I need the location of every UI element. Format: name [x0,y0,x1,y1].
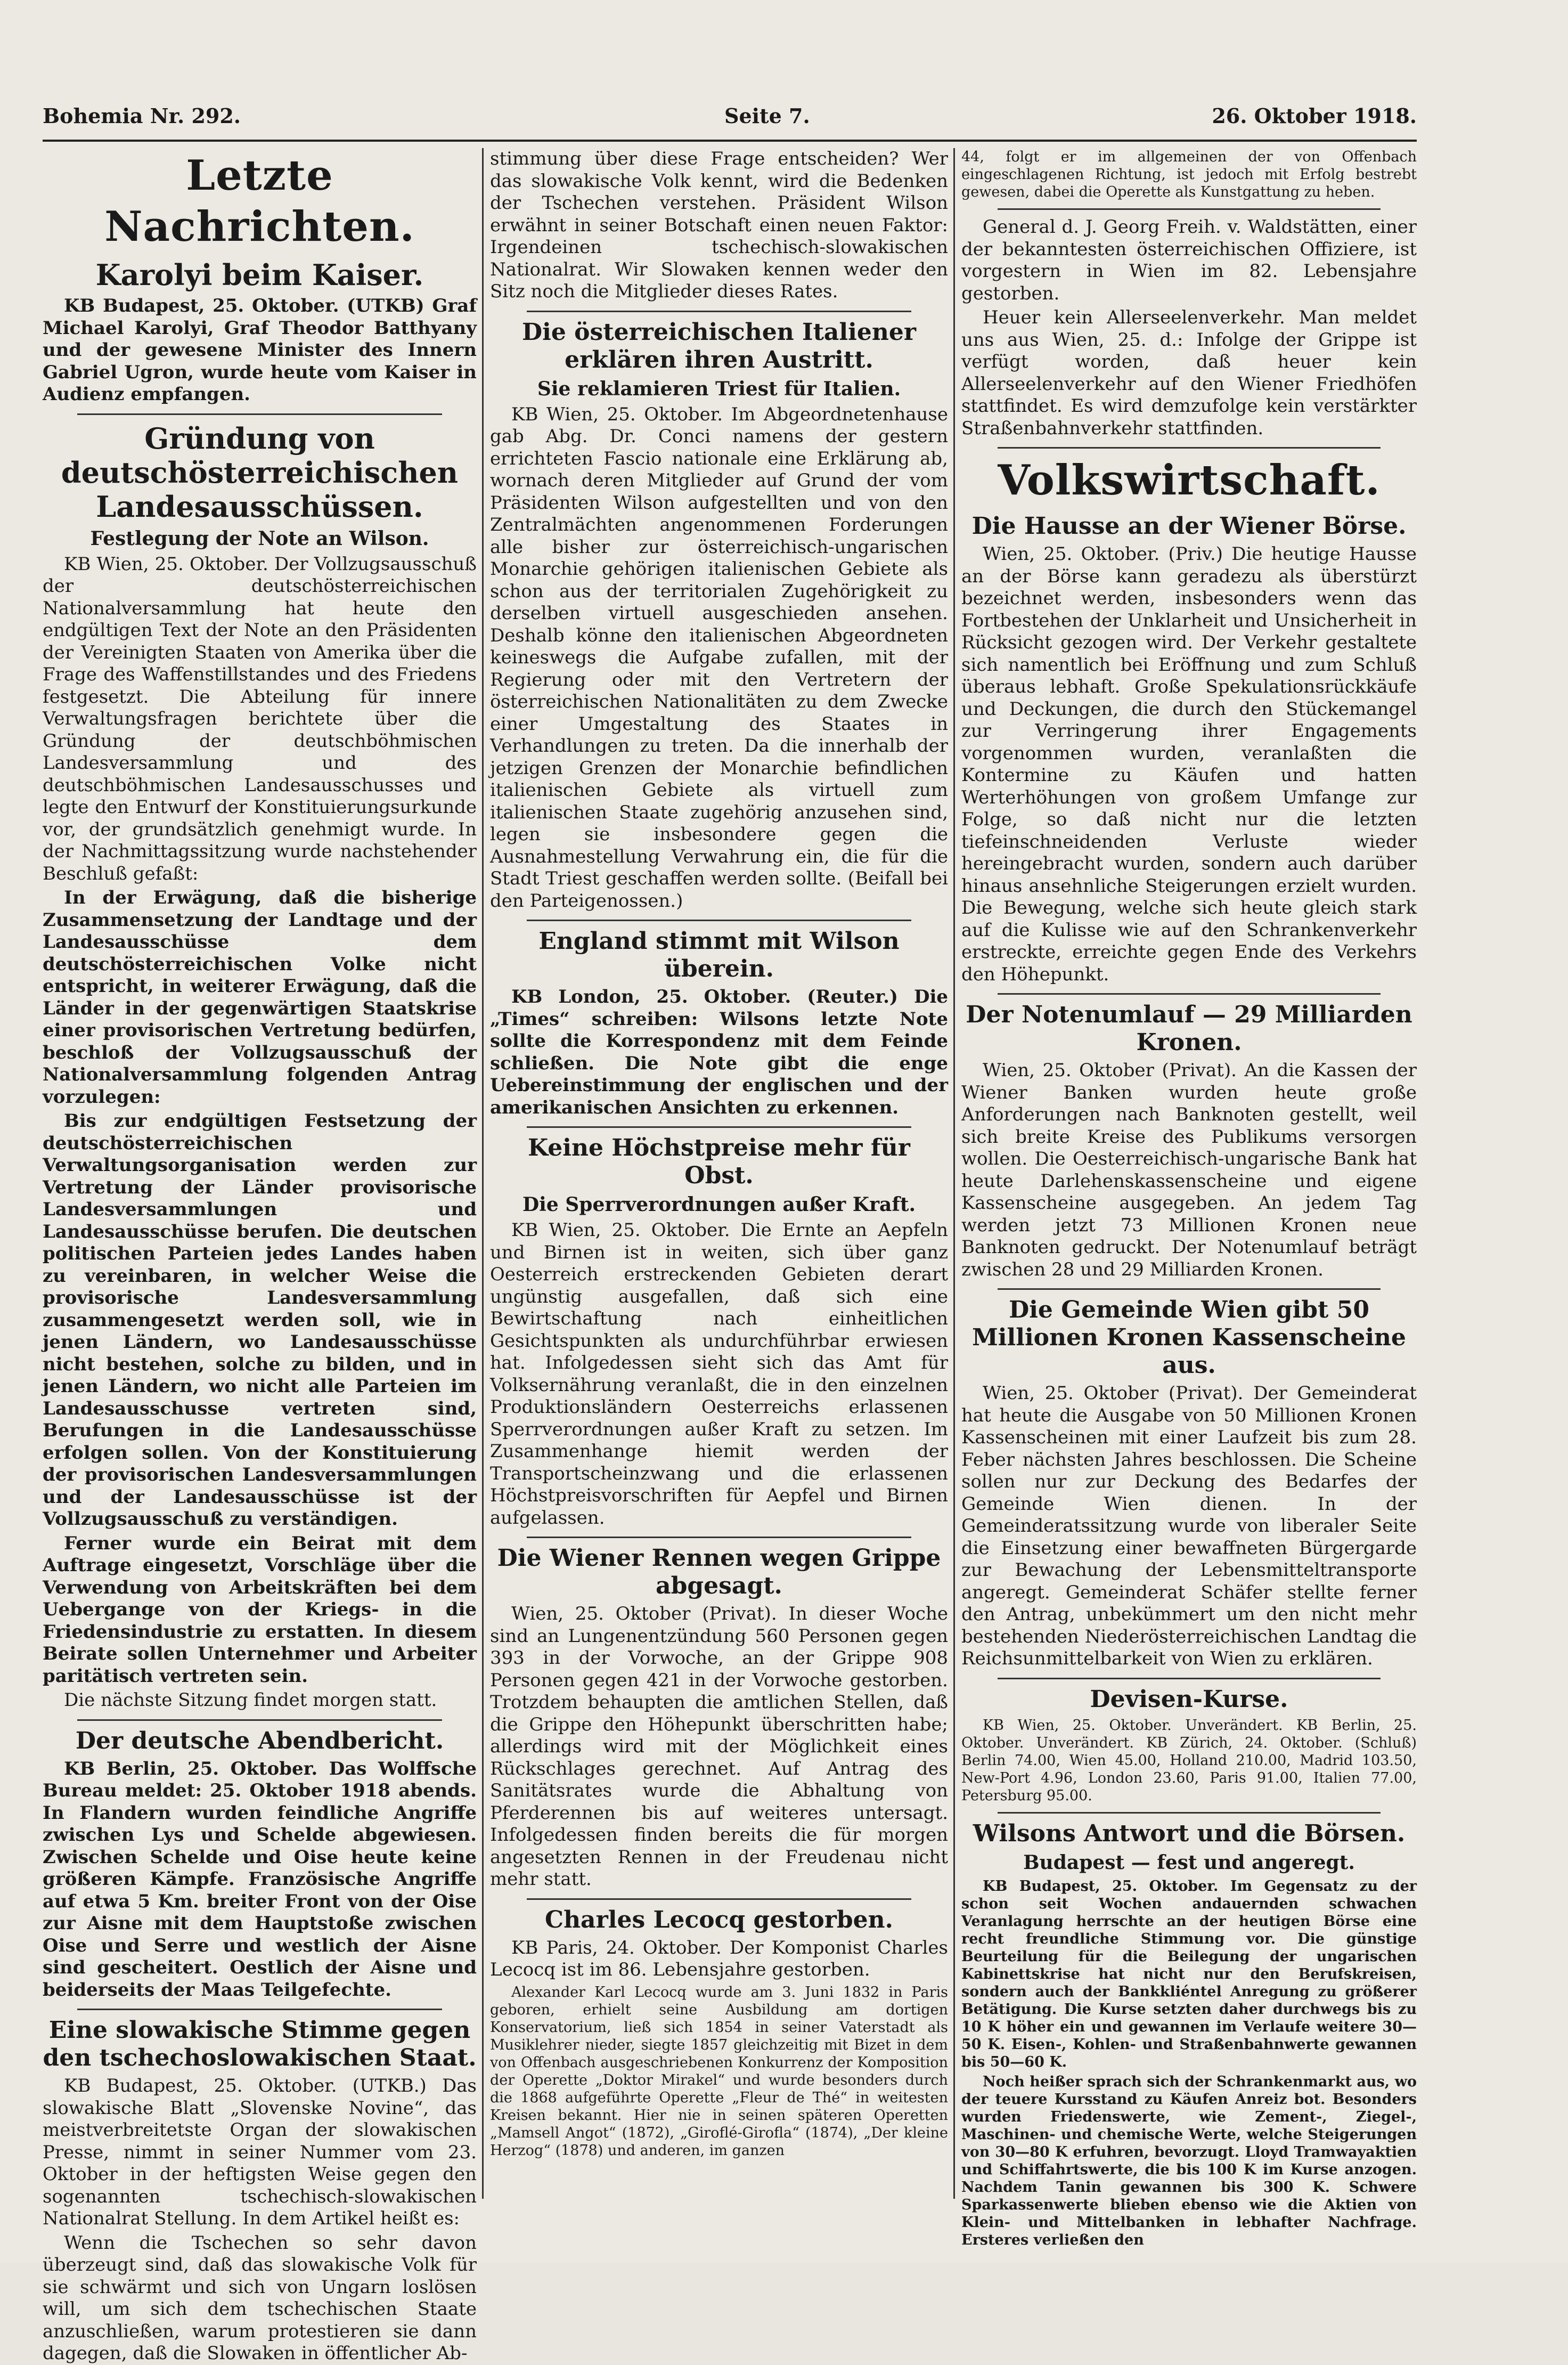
header-rule [43,140,1417,142]
article-divider [77,1719,442,1721]
article-body: KB Wien, 25. Oktober. Im Abgeordnetenhause gab Abg. Dr. Conci namens der gestern errichteten Fascio nationale eine Erklärung ab, wornach deren Mitglieder auf Grund der vom Präsidenten Wilson aufgestellten und von den Zentralmächten angenommenen Forderungen alle bisher zur österreichisch-ungarischen Monarchie gehörigen italienischen Gebiete als schon aus der territorialen Zugehörigkeit zu derselben virtuell ausgeschieden ansehen. Deshalb könne den italienischen Abgeordneten keineswegs die Aufgabe zufallen, mit der Regierung oder mit den Vertretern der österreichischen Nationalitäten zu dem Zwecke einer Umgestaltung des Staates in Verhandlungen zu treten. Da die innerhalb der jetzigen Grenzen der Monarchie befindlichen italienischen Gebiete als virtuell zum italienischen Staate zugehörig anzusehen sind, legen sie insbesondere gegen die Ausnahmestellung Verwahrung ein, die für die Stadt Triest geschaffen werden sollte. (Beifall bei den Parteigenossen.) [490,403,948,912]
article-divider [527,1537,911,1538]
article-divider [998,993,1380,995]
article-body: Heuer kein Allerseelenverkehr. Man meldet uns aus Wien, 25. d.: Infolge der Grippe ist verfügt worden, daß heuer kein Allerseelenverkehr auf den Wiener Friedhöfen stattfindet. Es wird demzufolge kein verstärkter Straßenbahnverkehr stattfinden. [961,307,1417,439]
article-headline: England stimmt mit Wilson überein. [538,928,900,982]
article-body: General d. J. Georg Freih. v. Waldstätten, einer der bekanntesten österreichischen Offiziere, ist vorgestern in Wien im 82. Lebensjahre gestorben. [961,216,1417,304]
article-headline: Devisen-Kurse. [1090,1685,1288,1713]
article-continuation: 44, folgt er im allgemeinen der von Offenbach eingeschlagenen Richtung, ist jedoch mit Erfolg bestrebt gewesen, dabei die Operette als Kunstgattung zu heben. [961,149,1417,200]
article-paragraph: Bis zur endgültigen Festsetzung der deutschösterreichischen Verwaltungsorganisation werden zur Vertretung der Länder provisorische Landesversammlungen und Landesausschüsse berufen. Die deutschen politischen Parteien jedes Landes haben zu vereinbaren, in welcher Weise die provisorische Landesversammlung zusammengesetzt werden soll, wie in jenen Ländern, wo Landesausschüsse nicht bestehen, solche zu bilden, und in jenen Ländern, wo nicht alle Parteien im Landesausschusse vertreten sind, Berufungen in die Landesausschüsse erfolgen sollen. Von der Konstituierung der provisorischen Landesversammlungen und der Landesausschüsse ist der Vollzugsausschuß zu verständigen. [43,1110,477,1530]
exchange-rates: KB Wien, 25. Oktober. Unverändert. KB Berlin, 25. Oktober. Unverändert. KB Zürich, 24. Oktober. (Schluß) Berlin 74.00, Wien 45.00, Holland 210.00, Madrid 103.50, New-Port 4.96, London 23.60, Paris 91.00, Italien 77.00, Petersburg 95.00. [961,1717,1417,1804]
article-headline: Keine Höchstpreise mehr für Obst. [528,1134,910,1189]
column-1 [43,148,477,2364]
article-subheadline: Festlegung der Note an Wilson. [90,527,429,550]
article-paragraph: Die nächste Sitzung findet morgen statt. [64,1689,437,1711]
article-body: KB Berlin, 25. Oktober. Das Wolffsche Bureau meldet: 25. Oktober 1918 abends. In Flandern wurden feindliche Angriffe zwischen Lys und Schelde abgewiesen. Zwischen Schelde und Oise heute keine größeren Kämpfe. Französische Angriffe auf etwa 5 Km. breiter Front von der Oise zur Aisne mit dem Hauptstoße zwischen Oise und Serre und westlich der Aisne sind gescheitert. Oestlich der Aisne und beiderseits der Maas Teilgefechte. [43,1758,477,2001]
article-divider [527,311,911,312]
article-body: Wien, 25. Oktober (Privat). In dieser Woche sind an Lungenentzündung 560 Personen gegen 393 in der Vorwoche, an der Grippe 908 Personen gegen 421 in der Vorwoche gestorben. Trotzdem behaupten die amtlichen Stellen, daß die Grippe den Höhepunkt überschritten habe; allerdings wird mit der Möglichkeit eines Rückschlages gerechnet. Auf Antrag des Sanitätsrates wurde die Abhaltung von Pferderennen bis auf weiteres untersagt. Infolgedessen finden bereits die für morgen angesetzten Rennen in der Freudenau nicht mehr statt. [490,1603,948,1890]
article-paragraph: In der Erwägung, daß die bisherige Zusammensetzung der Landtage und der Landesausschüsse dem deutschösterreichischen Volke nicht entspricht, in weiterer Erwägung, daß die Länder in der gegenwärtigen Staatskrise einer provisorischen Vertretung bedürfen, beschloß der Vollzugsausschuß der Nationalversammlung folgenden Antrag vorzulegen: [43,887,477,1108]
section-title-economy: Volkswirtschaft. [998,456,1381,505]
article-body: Wien, 25. Oktober. (Priv.) Die heutige Hausse an der Börse kann geradezu als überstürzt bezeichnet werden, insbesonders wenn das Fortbestehen der Unklarheit und Unsicherheit in Rücksicht gezogen wird. Der Verkehr gestaltete sich namentlich bei Eröffnung und zum Schluß überaus lebhaft. Große Spekulationsrückkäufe und Deckungen, die durch den Stückemangel zur Verringerung ihrer Engagements vorgenommen wurden, veranlaßten die Kontermine zu Käufen und hatten Werterhöhungen von großem Umfange zur Folge, so daß nicht nur die letzten tiefeinschneidenden Verluste wieder hereingebracht wurden, sondern auch darüber hinaus ansehnliche Steigerungen erzielt wurden. Die Bewegung, welche sich heute gleich stark auf die Kulisse wie auf den Schrankenverkehr erstreckte, erreichte gegen Ende des Verkehrs den Höhepunkt. [961,543,1417,985]
article-footnote: Alexander Karl Lecocq wurde am 3. Juni 1832 in Paris geboren, erhielt seine Ausbildung am dortigen Konservatorium, ließ sich 1854 in seiner Vaterstadt als Musiklehrer nieder, siegte 1857 gleichzeitig mit Bizet in dem von Offenbach ausgeschriebenen Konkurrenz der Komposition der Operette „Doktor Mirakel“ und wurde besonders durch die 1868 aufgeführte Operette „Fleur de Thé“ in weitesten Kreisen bekannt. Hier nie in seinen späteren Operetten „Mamsell Angot“ (1872), „Giroflé-Girofla“ (1874), „Der kleine Herzog“ (1878) und anderen, im ganzen [490,1984,948,2159]
article-subheadline: Die Sperrverordnungen außer Kraft. [522,1193,916,1216]
article-headline: Karolyi beim Kaiser. [95,258,424,292]
article-divider [77,2009,442,2010]
header-page-number: Seite 7. [724,104,810,128]
article-divider [527,920,911,921]
section-title-latest-news: Letzte Nachrichten. [104,151,415,251]
article-headline: Die Hausse an der Wiener Börse. [971,513,1407,540]
article-paragraph: Ferner wurde ein Beirat mit dem Auftrage eingesetzt, Vorschläge über die Verwendung von Arbeitskräften bei dem Uebergange von der Kriegs- in die Friedensindustrie zu erstatten. In diesem Beirate sollen Unternehmer und Arbeiter paritätisch vertreten sein. [43,1532,477,1687]
column-3 [961,148,1417,2248]
article-paragraph: Noch heißer sprach sich der Schrankenmarkt aus, wo der teuere Kursstand zu Käufen Anreiz bot. Besonders wurden Friedenswerte, wie Zement-, Ziegel-, Maschinen- und chemische Werte, welche Steigerungen von 30—80 K erfuhren, bevorzugt. Lloyd Tramwayaktien und Schiffahrtswerte, die bis 100 K im Kurse anzogen. Nachdem Tanin gewannen bis 300 K. Schwere Sparkassenwerte blieben ebenso wie die Aktien von Klein- und Mittelbanken in lebhafter Nachfrage. Ersteres verließen den [961,2073,1417,2248]
article-paragraph: KB Budapest, 25. Oktober. (UTKB.) Das slowakische Blatt „Slovenske Novine“, das meistverbreitetste Organ der slowakischen Presse, nimmt in seiner Nummer vom 23. Oktober in der heftigsten Weise gegen den sogenannten tschechisch-slowakischen Nationalrat Stellung. In dem Artikel heißt es: [43,2075,477,2229]
column-divider [482,148,484,2199]
article-divider [998,1812,1380,1814]
article-subheadline: Sie reklamieren Triest für Italien. [537,377,901,400]
column-divider [953,148,955,2199]
article-paragraph: KB Budapest, 25. Oktober. Im Gegensatz zu der schon seit Wochen andauernden schwachen Veranlagung herrschte an der heutigen Börse eine recht freundliche Stimmung vor. Die günstige Beurteilung für die Beilegung der ungarischen Kabinettskrise hat nicht nur den Berufskreisen, sondern auch der Bankkliéntel Anregung zu größerer Betätigung. Die Kurse setzten daher durchwegs bis zu 10 K höher ein und gewannen im Verlaufe weitere 30—50 K. Eisen-, Kohlen- und Straßenbahnwerte gewannen bis 50—60 K. [961,1878,1417,2070]
article-body: KB London, 25. Oktober. (Reuter.) Die „Times“ schreiben: Wilsons letzte Note sollte die Korrespondenz mit dem Feinde schließen. Die Note gibt die enge Uebereinstimmung der englischen und der amerikanischen Ansichten zu erkennen. [490,986,948,1118]
article-body: KB Budapest, 25. Oktober. (UTKB) Graf Michael Karolyi, Graf Theodor Batthyany und der gewesene Minister des Innern Gabriel Ugron, wurde heute vom Kaiser in Audienz empfangen. [43,295,477,405]
article-headline: Der deutsche Abendbericht. [75,1727,444,1754]
article-body: KB Wien, 25. Oktober. Die Ernte an Aepfeln und Birnen ist in weiten, sich über ganz Oesterreich erstreckenden Gebieten derart ungünstig ausgefallen, daß sich eine Bewirtschaftung nach einheitlichen Gesichtspunkten als undurchführbar erwiesen hat. Infolgedessen sieht sich das Amt für Volksernährung veranlaßt, die in den einzelnen Produktionsländern Oesterreichs erlassenen Sperrverordnungen außer Kraft zu setzen. Im Zusammenhange hiemit werden der Transportscheinzwang und die erlassenen Höchstpreisvorschriften für Aepfel und Birnen aufgelassen. [490,1220,948,1529]
article-divider [77,413,442,415]
article-body: Wien, 25. Oktober (Privat). Der Gemeinderat hat heute die Ausgabe von 50 Millionen Kronen Kassenscheinen mit einer Laufzeit bis zum 28. Feber nächsten Jahres beschlossen. Die Scheine sollen nur zur Deckung des Bedarfes der Gemeinde Wien dienen. In der Gemeinderatssitzung wurde von liberaler Seite die Einsetzung einer bewaffneten Bürgergarde zur Bewachung der Lebensmitteltransporte angeregt. Gemeinderat Schäfer stellte ferner den Antrag, unbekümmert um den nicht mehr bestehenden Niederösterreichischen Landtag die Reichsunmittelbarkeit von Wien zu erklären. [961,1383,1417,1669]
article-divider [527,1126,911,1128]
page-header [43,104,1417,136]
article-divider [998,1288,1380,1290]
article-paragraph: KB Wien, 25. Oktober. Der Vollzugsausschuß der deutschösterreichischen Nationalversammlung hat heute den endgültigen Text der Note an den Präsidenten der Vereinigten Staaten von Amerika über die Frage des Waffenstillstandes und des Friedens festgesetzt. Die Abteilung für innere Verwaltungsfragen berichtete über die Gründung der deutschböhmischen Landesversammlung und des deutschböhmischen Landesausschusses und legte den Entwurf der Konstituierungsurkunde vor, der grundsätzlich genehmigt wurde. In der Nachmittagssitzung wurde nachstehender Beschluß gefaßt: [43,553,477,884]
header-issue: Bohemia Nr. 292. [43,104,241,128]
article-subheadline: Budapest — fest und angeregt. [1023,1851,1355,1874]
article-headline: Gründung von deutschösterreichischen Landesausschüssen. [61,421,459,524]
article-headline: Die österreichischen Italiener erklären ihren Austritt. [521,318,917,373]
article-body: KB Paris, 24. Oktober. Der Komponist Charles Lecocq ist im 86. Lebensjahre gestorben. [490,1937,948,1980]
article-divider [527,1898,911,1900]
article-headline: Die Wiener Rennen wegen Grippe abgesagt. [497,1545,941,1599]
article-continuation: stimmung über diese Frage entscheiden? Wer das slowakische Volk kennt, wird die Bedenken der Tschechen verstehen. Präsident Wilson erwähnt in seiner Botschaft einen neuen Faktor: Irgendeinen tschechisch-slowakischen Nationalrat. Wir Slowaken kennen weder den Sitz noch die Mitglieder dieses Rates. [490,148,948,302]
column-2 [490,148,948,2220]
article-headline: Charles Lecocq gestorben. [545,1906,893,1933]
article-headline: Der Notenumlauf — 29 Milliarden Kronen. [966,1001,1412,1056]
article-divider [998,208,1380,210]
article-headline: Die Gemeinde Wien gibt 50 Millionen Kronen Kassenscheine aus. [972,1296,1406,1379]
article-headline: Eine slowakische Stimme gegen den tschechoslowakischen Staat. [43,2017,477,2071]
article-body: Wien, 25. Oktober (Privat). An die Kassen der Wiener Banken wurden heute große Anforderungen nach Banknoten gestellt, weil sich breite Kreise des Publikums versorgen wollen. Die Oesterreichisch-ungarische Bank hat heute Darlehenskassenscheine und eigene Kassenscheine ausgegeben. An jedem Tag werden jetzt 73 Millionen Kronen neue Banknoten gedruckt. Der Notenumlauf beträgt zwischen 28 und 29 Milliarden Kronen. [961,1060,1417,1280]
article-divider [998,447,1380,449]
header-date: 26. Oktober 1918. [1212,104,1417,128]
article-headline: Wilsons Antwort und die Börsen. [973,1819,1406,1847]
article-divider [998,1678,1380,1679]
article-paragraph: Wenn die Tschechen so sehr davon überzeugt sind, daß das slowakische Volk für sie schwärmt und sich von Ungarn loslösen will, um sich dem tschechischen Staate anzuschließen, warum protestieren sie dann dagegen, daß die Slowaken in öffentlicher Ab- [43,2232,477,2364]
